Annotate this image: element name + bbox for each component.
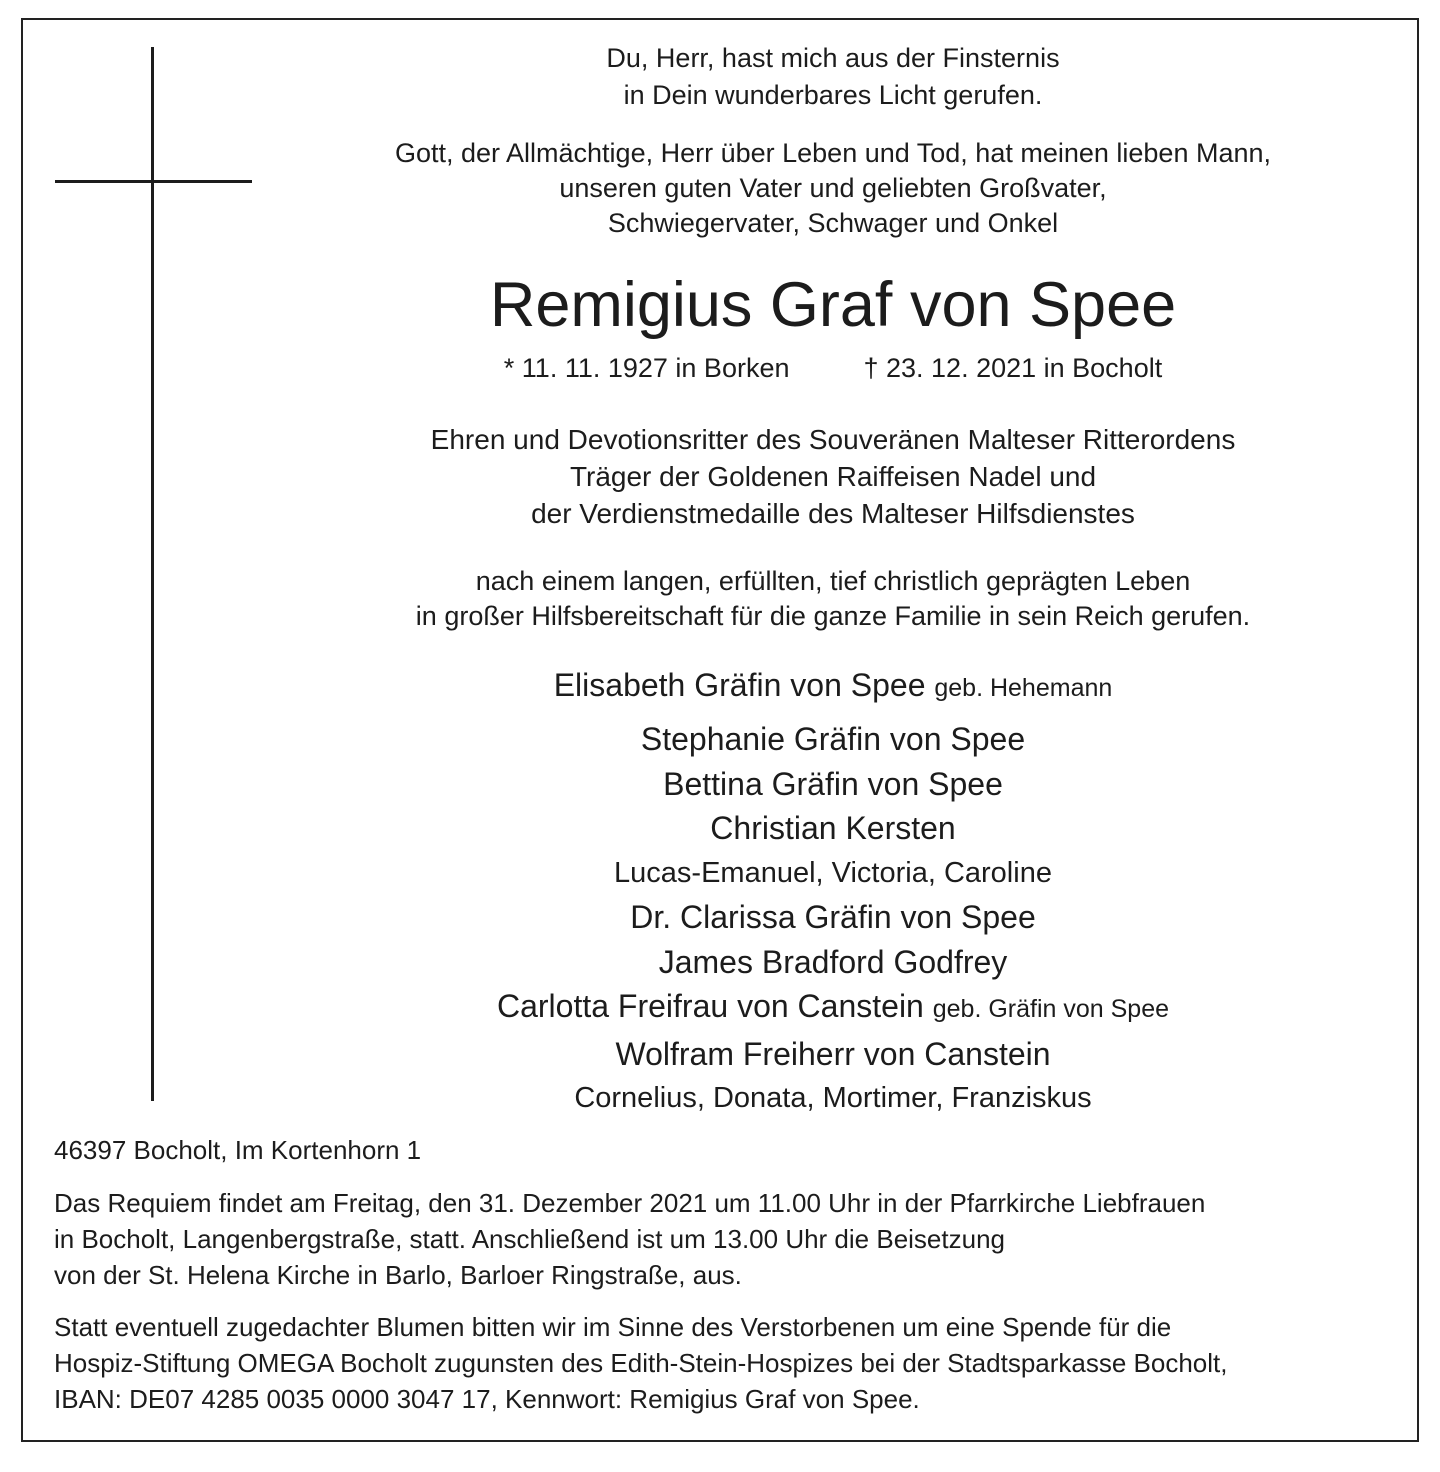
- honor-line: Träger der Goldenen Raiffeisen Nadel und: [569, 461, 1097, 492]
- mourner-maiden-name: geb. Hehemann: [934, 674, 1113, 702]
- honors: [233, 421, 1433, 532]
- intro-text: [233, 136, 1433, 241]
- verse-line: Du, Herr, hast mich aus der Finsternis: [606, 43, 1060, 73]
- verse-line: in Dein wunderbares Licht gerufen.: [623, 80, 1043, 110]
- family-address: 46397 Bocholt, Im Kortenhorn 1: [54, 1135, 422, 1165]
- intro-line: Schwiegervater, Schwager und Onkel: [607, 208, 1059, 238]
- bible-verse: [233, 40, 1433, 114]
- donation-line: IBAN: DE07 4285 0035 0000 3047 17, Kennwort: Remigius Graf von Spee.: [54, 1384, 920, 1414]
- mourner-row: [233, 984, 1433, 1032]
- donation-line: Statt eventuell zugedachter Blumen bitten wir im Sinne des Verstorbenen um eine Spende für die: [54, 1312, 1172, 1342]
- cross-horizontal-beam: [55, 180, 252, 183]
- mourner-row: Christian Kersten: [710, 810, 956, 846]
- mourner-row: [233, 663, 1433, 710]
- mourner-row: James Bradford Godfrey: [658, 943, 1008, 980]
- grandchildren-row: Cornelius, Donata, Mortimer, Franziskus: [574, 1082, 1092, 1114]
- requiem-line: von der St. Helena Kirche in Barlo, Barloer Ringstraße, aus.: [54, 1260, 742, 1290]
- donation-request: [54, 1309, 1414, 1417]
- donation-line: Hospiz-Stiftung OMEGA Bocholt zugunsten des Edith-Stein-Hospizes bei der Stadtsparkasse Bocholt,: [54, 1348, 1228, 1378]
- intro-line: Gott, der Allmächtige, Herr über Leben und Tod, hat meinen lieben Mann,: [394, 138, 1272, 168]
- life-line: nach einem langen, erfüllten, tief christlich geprägten Leben: [475, 566, 1191, 596]
- mourner-row: Bettina Gräfin von Spee: [663, 765, 1003, 802]
- intro-line: unseren guten Vater und geliebten Großvater,: [559, 173, 1107, 203]
- mourner-row: Stephanie Gräfin von Spee: [640, 721, 1026, 757]
- requiem-info: [54, 1185, 1414, 1293]
- deceased-name: Remigius Graf von Spee: [489, 270, 1177, 340]
- mourner-name: Elisabeth Gräfin von Spee: [553, 667, 926, 703]
- cross-vertical-beam: [151, 47, 154, 1101]
- honor-line: Ehren und Devotionsritter des Souveränen Malteser Ritterordens: [430, 424, 1236, 455]
- death-date: † 23. 12. 2021 in Bocholt: [863, 353, 1163, 383]
- life-line: in großer Hilfsbereitschaft für die ganze Familie in sein Reich gerufen.: [415, 601, 1251, 631]
- honor-line: der Verdienstmedaille des Malteser Hilfsdienstes: [531, 498, 1135, 529]
- requiem-line: Das Requiem findet am Freitag, den 31. Dezember 2021 um 11.00 Uhr in der Pfarrkirche Liebfrauen: [54, 1188, 1206, 1218]
- mourners-list: [233, 663, 1433, 1121]
- requiem-line: in Bocholt, Langenbergstraße, statt. Anschließend ist um 13.00 Uhr die Beisetzung: [54, 1224, 1005, 1254]
- grandchildren-row: Lucas-Emanuel, Victoria, Caroline: [614, 856, 1052, 889]
- publication-footer: Erschienen am 28.12.2021 © Verlag J. Mergelsberg GmbH: [4, 1455, 266, 1466]
- mourner-name: Carlotta Freifrau von Canstein: [496, 988, 924, 1024]
- life-dates: [233, 350, 1433, 386]
- mourner-row: Wolfram Freiherr von Canstein: [615, 1035, 1051, 1072]
- mourner-row: Dr. Clarissa Gräfin von Spee: [630, 899, 1036, 935]
- mourner-maiden-name: geb. Gräfin von Spee: [932, 995, 1170, 1023]
- life-summary: [233, 564, 1433, 634]
- birth-date: * 11. 11. 1927 in Borken: [503, 353, 790, 383]
